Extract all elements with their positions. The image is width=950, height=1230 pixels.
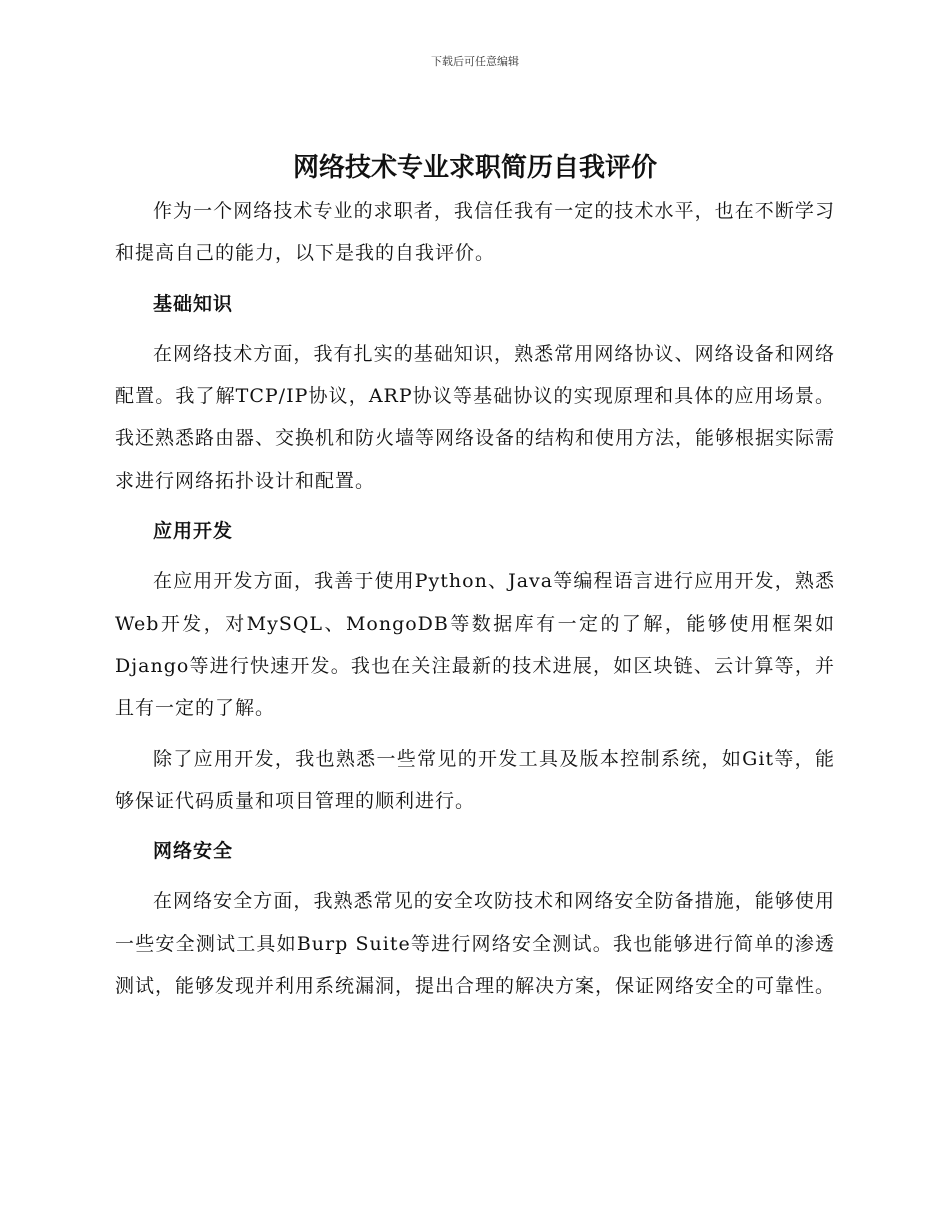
section-paragraph-app-dev-1: 在应用开发方面，我善于使用Python、Java等编程语言进行应用开发，熟悉Web开发，对MySQL、MongoDB等数据库有一定的了解，能够使用框架如Django等进行快速开发。我也在关注最新的技术进展，如区块链、云计算等，并且有一定的了解。 [115, 570, 835, 720]
section-heading-security: 网络安全 [153, 840, 234, 863]
document-title: 网络技术专业求职简历自我评价 [292, 153, 657, 183]
section-paragraph-app-dev-2: 除了应用开发，我也熟悉一些常见的开发工具及版本控制系统，如Git等，能够保证代码质量和项目管理的顺利进行。 [115, 747, 835, 812]
section-paragraph-security: 在网络安全方面，我熟悉常见的安全攻防技术和网络安全防备措施，能够使用一些安全测试工具如Burp Suite等进行网络安全测试。我也能够进行简单的渗透测试，能够发现并利用系统漏洞，提出合理的解决方案，保证网络安全的可靠性。 [115, 890, 836, 998]
section-paragraph-basics: 在网络技术方面，我有扎实的基础知识，熟悉常用网络协议、网络设备和网络配置。我了解TCP/IP协议，ARP协议等基础协议的实现原理和具体的应用场景。我还熟悉路由器、交换机和防火墙等网络设备的结构和使用方法，能够根据实际需求进行网络拓扑设计和配置。 [115, 342, 836, 492]
section-heading-basics: 基础知识 [153, 292, 234, 315]
section-heading-app-dev: 应用开发 [153, 520, 234, 543]
document-body [115, 190, 835, 1007]
header-note: 下载后可任意编辑 [431, 55, 519, 68]
intro-paragraph: 作为一个网络技术专业的求职者，我信任我有一定的技术水平，也在不断学习和提高自己的能力，以下是我的自我评价。 [115, 200, 835, 265]
